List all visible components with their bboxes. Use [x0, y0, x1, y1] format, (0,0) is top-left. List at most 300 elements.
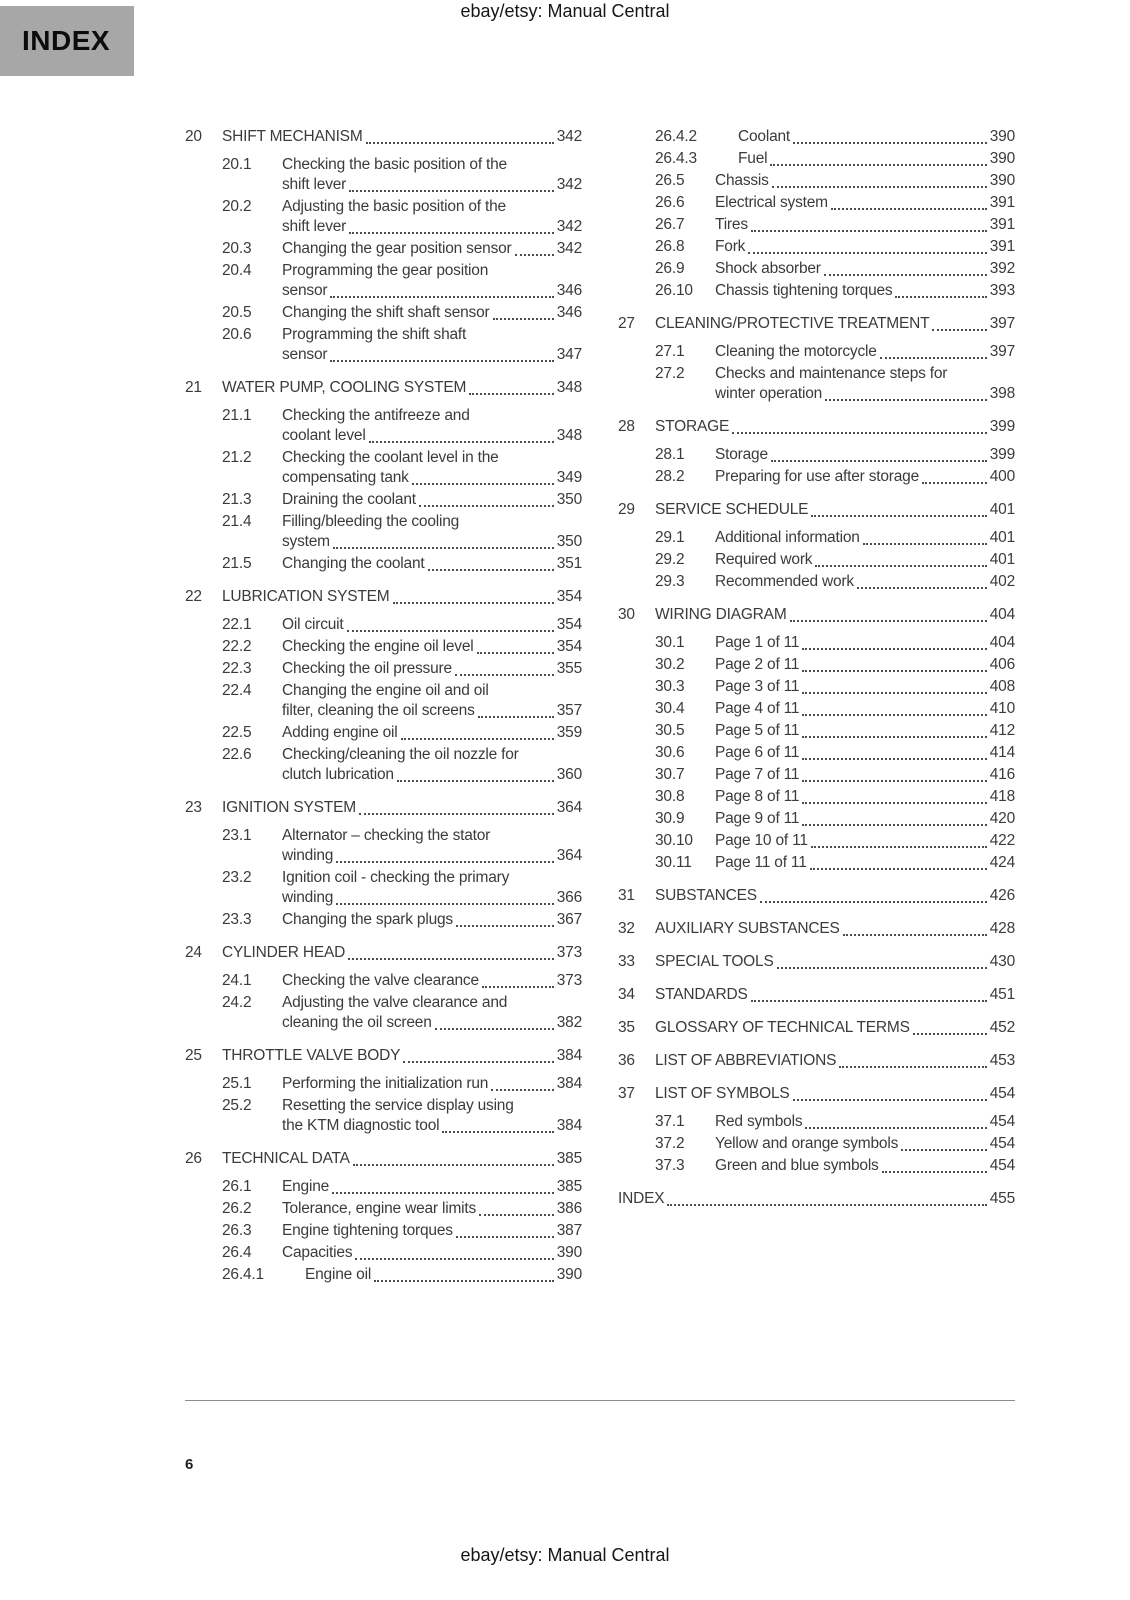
toc-entry-title-line: Programming the gear position [282, 262, 489, 279]
toc-page-number: 390 [989, 128, 1015, 145]
toc-page-number: 451 [989, 986, 1015, 1003]
toc-leader-dots [831, 208, 987, 210]
index-header-box [0, 6, 134, 76]
toc-entry-title: Page 10 of 11 [715, 832, 808, 849]
toc-entry-number: 20.3 [222, 240, 252, 257]
toc-entry-body [282, 993, 582, 1033]
toc-leader-dots [802, 802, 986, 804]
toc-leader-dots [811, 515, 986, 517]
toc-page-number: 452 [989, 1019, 1015, 1036]
toc-chapter-body [655, 314, 1015, 334]
toc-entry-title: compensating tank [282, 469, 409, 486]
toc-leader-dots [790, 620, 987, 622]
toc-entry-last-line [715, 809, 1015, 829]
toc-entry-number: 22.4 [222, 682, 252, 699]
toc-entry-title-line: Checks and maintenance steps for [715, 365, 948, 382]
toc-entry-group [185, 406, 582, 574]
toc-entry-last-line [282, 426, 582, 446]
toc-leader-dots [811, 846, 987, 848]
toc-entry-title: the KTM diagnostic tool [282, 1117, 440, 1134]
toc-entry-title-line: Programming the shift shaft [282, 326, 467, 343]
toc-entry-row [222, 406, 582, 446]
toc-entry-title: Engine [282, 1178, 330, 1195]
toc-chapter-line [655, 952, 1015, 972]
toc-entry-row [655, 809, 1015, 829]
toc-chapter-title: TECHNICAL DATA [222, 1150, 350, 1167]
toc-chapter-row [618, 1018, 1015, 1038]
toc-entry-last-line [282, 971, 582, 991]
toc-entry-number: 29.1 [655, 529, 685, 546]
toc-entry-title: Changing the spark plugs [282, 911, 453, 928]
toc-chapter-title: SERVICE SCHEDULE [655, 501, 809, 518]
toc-page-number: 399 [989, 418, 1015, 435]
toc-page-number: 354 [556, 638, 582, 655]
toc-page-number: 373 [556, 972, 582, 989]
toc-entry-body [738, 127, 1015, 147]
toc-entry-body [282, 659, 582, 679]
toc-entry-group [185, 1177, 582, 1285]
toc-entry-number: 20.5 [222, 304, 252, 321]
toc-entry-number: 20.2 [222, 198, 252, 215]
toc-chapter-title: LIST OF ABBREVIATIONS [655, 1052, 837, 1069]
toc-entry-number: 22.2 [222, 638, 252, 655]
toc-chapter-row [618, 1189, 1015, 1209]
toc-page-number: 390 [556, 1266, 582, 1283]
toc-page-number: 397 [989, 315, 1015, 332]
toc-entry-title: Red symbols [715, 1113, 803, 1130]
toc-entry-number: 23.1 [222, 827, 252, 844]
toc-entry-body [282, 723, 582, 743]
toc-leader-dots [857, 587, 987, 589]
toc-entry-number: 26.10 [655, 282, 693, 299]
toc-leader-dots [732, 432, 987, 434]
toc-entry-row [222, 1265, 582, 1285]
toc-entry-last-line [282, 701, 582, 721]
toc-leader-dots [359, 813, 554, 815]
toc-entry-number: 27.2 [655, 365, 685, 382]
toc-entry-last-line [715, 528, 1015, 548]
toc-entry-title: Tires [715, 216, 748, 233]
toc-leader-dots [802, 648, 986, 650]
toc-chapter-title: SUBSTANCES [655, 887, 757, 904]
toc-page-number: 342 [556, 218, 582, 235]
toc-entry-group [618, 633, 1015, 873]
toc-entry-body [282, 1074, 582, 1094]
toc-chapter-number: 27 [618, 315, 635, 332]
toc-chapter-number: 35 [618, 1019, 635, 1036]
index-header-label: INDEX [22, 25, 111, 56]
toc-leader-dots [793, 142, 987, 144]
toc-entry-row [222, 993, 582, 1033]
toc-leader-dots [469, 393, 553, 395]
toc-entry-number: 24.2 [222, 994, 252, 1011]
toc-chapter-body [655, 919, 1015, 939]
toc-chapter-row [618, 1051, 1015, 1071]
toc-entry-row [655, 171, 1015, 191]
toc-chapter-line [655, 985, 1015, 1005]
toc-chapter-body [222, 378, 582, 398]
toc-leader-dots [748, 252, 987, 254]
toc-entry-last-line [715, 1112, 1015, 1132]
toc-entry-number: 30.4 [655, 700, 685, 717]
toc-chapter-body [655, 1051, 1015, 1071]
toc-entry-last-line [282, 637, 582, 657]
toc-page-number: 342 [556, 240, 582, 257]
toc-entry-body [715, 655, 1015, 675]
toc-chapter-body [222, 127, 582, 147]
toc-chapter-number: 30 [618, 606, 635, 623]
toc-chapter-body [222, 1149, 582, 1169]
toc-page-number: 364 [556, 799, 582, 816]
toc-entry-last-line [715, 721, 1015, 741]
toc-entry-number: 37.3 [655, 1157, 685, 1174]
toc-entry-number: 29.2 [655, 551, 685, 568]
toc-chapter-body [655, 952, 1015, 972]
toc-entry-number: 26.4 [222, 1244, 252, 1261]
toc-page-number: 430 [989, 953, 1015, 970]
toc-page-number: 404 [989, 606, 1015, 623]
toc-entry-number: 22.3 [222, 660, 252, 677]
toc-chapter-row [618, 886, 1015, 906]
toc-chapter-body [222, 1046, 582, 1066]
toc-entry-title: Performing the initialization run [282, 1075, 489, 1092]
toc-leader-dots [922, 482, 987, 484]
toc-chapter-row [185, 1046, 582, 1066]
toc-chapter-title: WATER PUMP, COOLING SYSTEM [222, 379, 467, 396]
toc-chapter-number: 25 [185, 1047, 202, 1064]
toc-entry-number: 30.9 [655, 810, 685, 827]
toc-entry-number: 21.2 [222, 449, 252, 466]
toc-entry-body [715, 677, 1015, 697]
toc-entry-number: 22.1 [222, 616, 252, 633]
toc-leader-dots [330, 296, 553, 298]
toc-entry-last-line [282, 468, 582, 488]
toc-entry-row [222, 1243, 582, 1263]
toc-entry-body [282, 615, 582, 635]
toc-entry-row [222, 659, 582, 679]
toc-entry-body [715, 467, 1015, 487]
toc-leader-dots [369, 441, 554, 443]
toc-entry-body [282, 1096, 582, 1136]
toc-entry-title: Checking the valve clearance [282, 972, 479, 989]
toc-entry-group [618, 127, 1015, 301]
toc-entry-row [655, 633, 1015, 653]
toc-entry-body [282, 637, 582, 657]
toc-entry-row [222, 512, 582, 552]
toc-entry-last-line [282, 723, 582, 743]
toc-entry-number: 26.5 [655, 172, 685, 189]
toc-chapter-body [655, 1084, 1015, 1104]
toc-chapter-number: 28 [618, 418, 635, 435]
toc-chapter-number: 34 [618, 986, 635, 1003]
toc-entry-body [715, 1134, 1015, 1154]
toc-entry-body [282, 448, 582, 488]
toc-entry-body [715, 445, 1015, 465]
toc-leader-dots [477, 652, 554, 654]
toc-page-number: 397 [989, 343, 1015, 360]
toc-entry-title: filter, cleaning the oil screens [282, 702, 475, 719]
footer-divider [185, 1400, 1015, 1401]
toc-entry-title: Fuel [738, 150, 768, 167]
toc-entry-row [222, 1221, 582, 1241]
toc-entry-last-line [738, 149, 1015, 169]
toc-chapter-row [185, 127, 582, 147]
toc-entry-number: 25.2 [222, 1097, 252, 1114]
toc-chapter-title: CYLINDER HEAD [222, 944, 346, 961]
toc-chapter-number: 29 [618, 501, 635, 518]
toc-entry-last-line [282, 1013, 582, 1033]
toc-leader-dots [802, 736, 986, 738]
toc-entry-row [655, 743, 1015, 763]
toc-page-number: 390 [556, 1244, 582, 1261]
toc-entry-title: Page 9 of 11 [715, 810, 800, 827]
toc-entry-number: 20.4 [222, 262, 252, 279]
toc-entry-row [655, 699, 1015, 719]
toc-entry-body [738, 149, 1015, 169]
toc-chapter-row [618, 1084, 1015, 1104]
toc-chapter-line [655, 314, 1015, 334]
toc-entry-last-line [715, 550, 1015, 570]
toc-entry-title: Page 4 of 11 [715, 700, 800, 717]
toc-entry-last-line [282, 910, 582, 930]
toc-leader-dots [772, 186, 987, 188]
toc-entry-title: coolant level [282, 427, 366, 444]
toc-entry-row [655, 787, 1015, 807]
toc-entry-title: Draining the coolant [282, 491, 416, 508]
toc-entry-row [222, 745, 582, 785]
toc-entry-title: winding [282, 847, 334, 864]
toc-chapter-line [655, 605, 1015, 625]
toc-entry-last-line [282, 1243, 582, 1263]
toc-entry-body [715, 699, 1015, 719]
toc-chapter-body [655, 1018, 1015, 1038]
toc-entry-body [715, 215, 1015, 235]
toc-page-number: 420 [989, 810, 1015, 827]
toc-entry-title: Page 6 of 11 [715, 744, 800, 761]
toc-page-number: 399 [989, 446, 1015, 463]
toc-entry-title: Changing the shift shaft sensor [282, 304, 490, 321]
toc-entry-row [655, 528, 1015, 548]
toc-chapter-title: SPECIAL TOOLS [655, 953, 774, 970]
toc-leader-dots [793, 1099, 987, 1101]
toc-chapter-number: 23 [185, 799, 202, 816]
toc-entry-row [222, 1199, 582, 1219]
toc-entry-number: 30.7 [655, 766, 685, 783]
toc-leader-dots [760, 901, 987, 903]
toc-entry-group [618, 342, 1015, 404]
toc-entry-row [655, 281, 1015, 301]
toc-page-number: 401 [989, 529, 1015, 546]
toc-page-number: 392 [989, 260, 1015, 277]
toc-page-number: 428 [989, 920, 1015, 937]
toc-leader-dots [843, 934, 987, 936]
toc-page-number: 348 [556, 427, 582, 444]
toc-page-number: 424 [989, 854, 1015, 871]
toc-entry-last-line [715, 237, 1015, 257]
toc-leader-dots [482, 986, 554, 988]
toc-leader-dots [456, 925, 554, 927]
toc-entry-last-line [282, 846, 582, 866]
toc-entry-last-line [715, 572, 1015, 592]
toc-leader-dots [771, 460, 987, 462]
toc-chapter-body [655, 886, 1015, 906]
toc-leader-dots [336, 861, 554, 863]
toc-page-number: 416 [989, 766, 1015, 783]
toc-entry-title-line: Filling/bleeding the cooling [282, 513, 460, 530]
toc-entry-row [222, 239, 582, 259]
toc-page-number: 387 [556, 1222, 582, 1239]
toc-entry-last-line [715, 1156, 1015, 1176]
toc-leader-dots [815, 565, 986, 567]
toc-entry-title: sensor [282, 282, 328, 299]
toc-page-number: 426 [989, 887, 1015, 904]
toc-entry-title: Recommended work [715, 573, 854, 590]
toc-page-number: 391 [989, 216, 1015, 233]
toc-entry-row [222, 1074, 582, 1094]
toc-leader-dots [435, 1028, 554, 1030]
toc-leader-dots [802, 670, 986, 672]
toc-column-left [185, 127, 582, 1293]
toc-leader-dots [393, 602, 554, 604]
toc-entry-number: 30.11 [655, 854, 692, 871]
toc-chapter-title: LIST OF SYMBOLS [655, 1085, 790, 1102]
toc-entry-last-line [282, 554, 582, 574]
toc-chapter-number: 20 [185, 128, 202, 145]
toc-leader-dots [810, 868, 987, 870]
toc-entry-body [282, 261, 582, 301]
toc-chapter-row [185, 378, 582, 398]
toc-entry-title-line: Alternator – checking the stator [282, 827, 491, 844]
toc-entry-row [222, 1096, 582, 1136]
toc-entry-row [655, 149, 1015, 169]
toc-page-number: 418 [989, 788, 1015, 805]
toc-entry-body [282, 155, 582, 195]
toc-page-number: 453 [989, 1052, 1015, 1069]
toc-entry-number: 26.2 [222, 1200, 252, 1217]
toc-entry-body [282, 239, 582, 259]
toc-page-number: 454 [989, 1135, 1015, 1152]
toc-entry-row [655, 364, 1015, 404]
toc-page-number: 385 [556, 1178, 582, 1195]
toc-entry-last-line [715, 193, 1015, 213]
toc-entry-row [655, 721, 1015, 741]
toc-entry-number: 26.9 [655, 260, 685, 277]
toc-entry-body [715, 171, 1015, 191]
toc-entry-row [655, 1156, 1015, 1176]
toc-chapter-line [222, 1149, 582, 1169]
toc-page-number: 347 [556, 346, 582, 363]
toc-chapter-body [655, 985, 1015, 1005]
toc-entry-last-line [282, 217, 582, 237]
toc-entry-row [655, 853, 1015, 873]
toc-chapter-line [655, 417, 1015, 437]
toc-entry-row [222, 1177, 582, 1197]
toc-entry-title: Chassis [715, 172, 769, 189]
toc-entry-last-line [715, 787, 1015, 807]
toc-entry-body [282, 406, 582, 446]
toc-entry-row [222, 554, 582, 574]
toc-entry-title-line: Checking the antifreeze and [282, 407, 470, 424]
toc-entry-title: Checking the oil pressure [282, 660, 452, 677]
toc-page-number: 350 [556, 491, 582, 508]
toc-entry-number: 30.3 [655, 678, 685, 695]
toc-chapter-number: 24 [185, 944, 202, 961]
toc-entry-title-line: Changing the engine oil and oil [282, 682, 489, 699]
toc-entry-row [222, 448, 582, 488]
toc-chapter-line [222, 943, 582, 963]
toc-entry-body [282, 1221, 582, 1241]
toc-entry-last-line [282, 1074, 582, 1094]
toc-entry-last-line [715, 1134, 1015, 1154]
toc-leader-dots [802, 714, 986, 716]
toc-leader-dots [491, 1089, 554, 1091]
toc-page-number: 412 [989, 722, 1015, 739]
toc-entry-body [715, 237, 1015, 257]
toc-entry-title: Storage [715, 446, 768, 463]
toc-entry-title: Chassis tightening torques [715, 282, 893, 299]
toc-entry-body [282, 554, 582, 574]
toc-entry-body [715, 281, 1015, 301]
toc-chapter-title: STORAGE [655, 418, 730, 435]
toc-chapter-row [185, 943, 582, 963]
toc-entry-last-line [282, 490, 582, 510]
toc-page-number: 364 [556, 847, 582, 864]
toc-leader-dots [913, 1033, 987, 1035]
toc-entry-number: 25.1 [222, 1075, 252, 1092]
toc-entry-last-line [282, 175, 582, 195]
toc-entry-number: 26.4.2 [655, 128, 697, 145]
toc-entry-title: Page 8 of 11 [715, 788, 800, 805]
toc-entry-body [282, 971, 582, 991]
toc-chapter-title: INDEX [618, 1190, 665, 1207]
toc-entry-row [655, 831, 1015, 851]
toc-entry-row [655, 193, 1015, 213]
toc-chapter-body [655, 417, 1015, 437]
toc-entry-row [655, 467, 1015, 487]
toc-entry-title: Additional information [715, 529, 860, 546]
toc-chapter-row [618, 952, 1015, 972]
toc-chapter-number: 36 [618, 1052, 635, 1069]
toc-leader-dots [330, 360, 553, 362]
toc-entry-number: 27.1 [655, 343, 685, 360]
toc-entry-number: 26.6 [655, 194, 685, 211]
toc-entry-last-line [715, 633, 1015, 653]
table-of-contents [185, 127, 1015, 1293]
toc-leader-dots [349, 232, 554, 234]
toc-entry-row [655, 765, 1015, 785]
toc-entry-body [715, 572, 1015, 592]
toc-entry-title: system [282, 533, 330, 550]
toc-entry-last-line [282, 1116, 582, 1136]
toc-entry-number: 24.1 [222, 972, 252, 989]
toc-entry-title: Oil circuit [282, 616, 344, 633]
toc-entry-title: clutch lubrication [282, 766, 394, 783]
toc-page-number: 406 [989, 656, 1015, 673]
toc-leader-dots [479, 1214, 554, 1216]
toc-page-number: 422 [989, 832, 1015, 849]
toc-chapter-title: THROTTLE VALVE BODY [222, 1047, 401, 1064]
toc-entry-title: Page 7 of 11 [715, 766, 800, 783]
toc-chapter-number: 26 [185, 1150, 202, 1167]
toc-leader-dots [403, 1061, 554, 1063]
toc-leader-dots [770, 164, 986, 166]
toc-page-number: 386 [556, 1200, 582, 1217]
toc-chapter-number: 32 [618, 920, 635, 937]
toc-entry-number: 22.6 [222, 746, 252, 763]
toc-entry-row [655, 342, 1015, 362]
toc-chapter-line [222, 587, 582, 607]
toc-entry-title: Page 5 of 11 [715, 722, 800, 739]
